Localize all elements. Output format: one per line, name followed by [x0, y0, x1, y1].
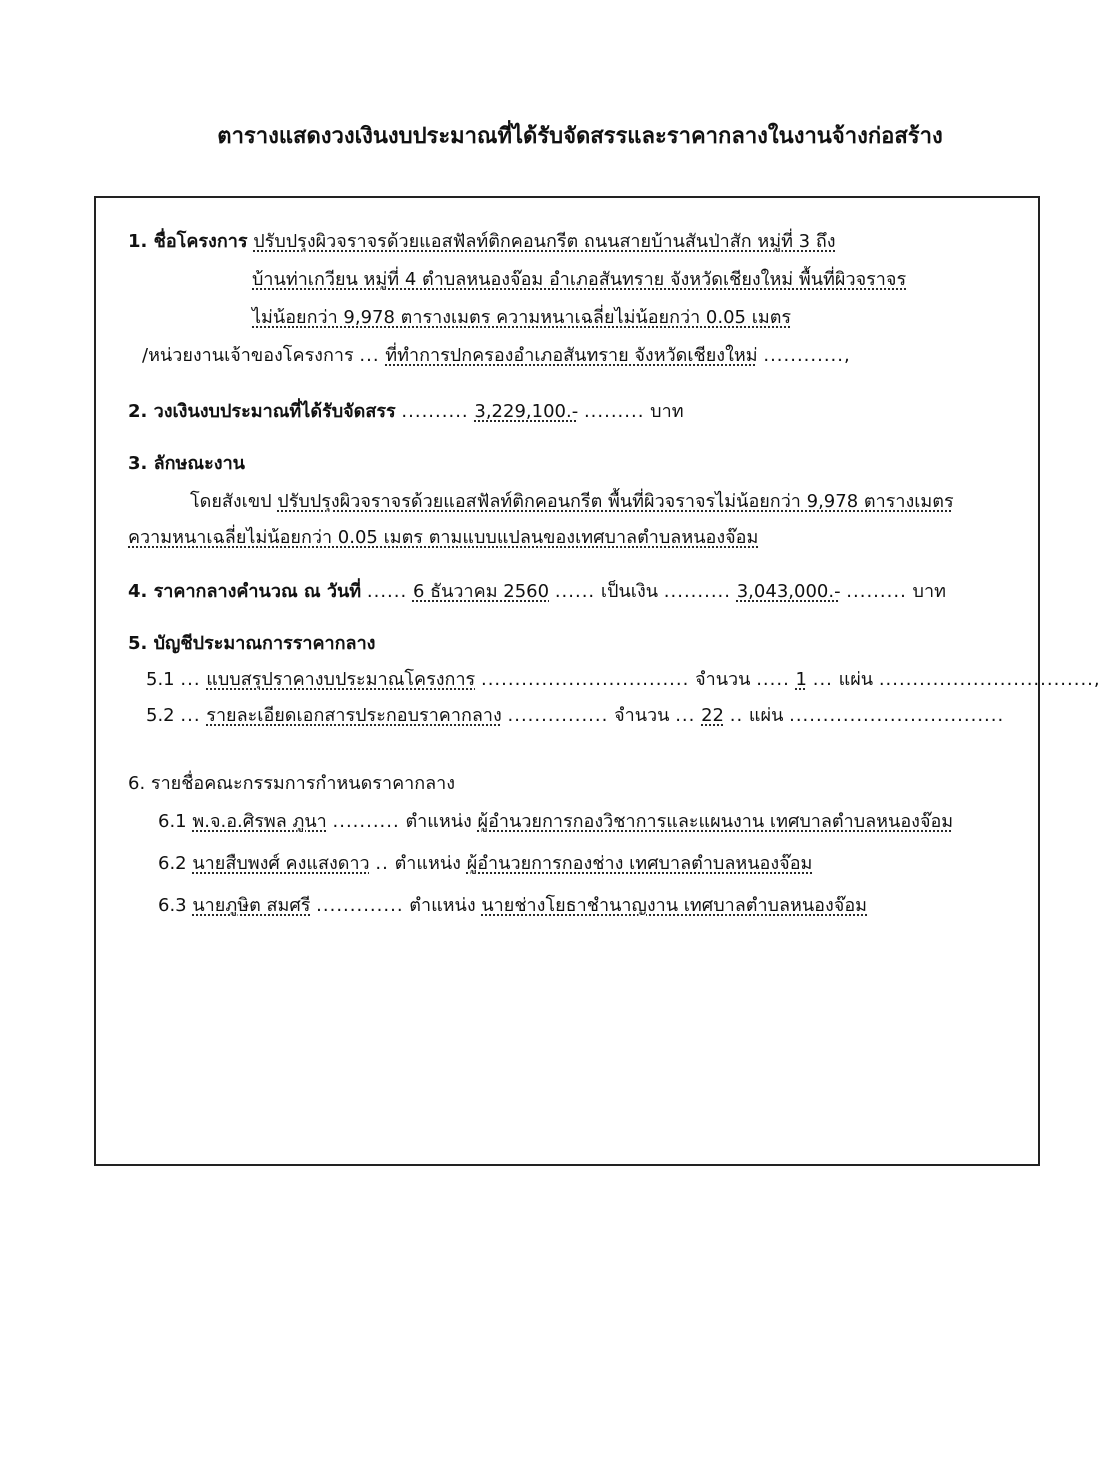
- list-item-count: 1: [795, 669, 807, 690]
- member-position: นายช่างโยธาชำนาญงาน เทศบาลตำบลหนองจ๊อม: [481, 895, 868, 916]
- member-position-label: ตำแหน่ง: [394, 853, 461, 874]
- median-price-date: 6 ธันวาคม 2560: [412, 581, 550, 602]
- list-item-num: 5.1: [146, 669, 175, 690]
- list-item-count: 22: [701, 705, 724, 726]
- work-type-line1: ปรับปรุงผิวจราจรด้วยแอสฟัลท์ติกคอนกรีต พื้นที่ผิวจราจรไม่น้อยกว่า 9,978 ตารางเมตร: [277, 491, 954, 512]
- agency-row: /หน่วยงานเจ้าของโครงการ ... ที่ทำการปกครองอำเภอสันทราย จังหวัดเชียงใหม่ ............,: [142, 345, 851, 366]
- member-num: 6.3: [158, 895, 187, 916]
- page-title: ตารางแสดงวงเงินงบประมาณที่ได้รับจัดสรรและราคากลางในงานจ้างก่อสร้าง: [217, 124, 943, 149]
- list-item-text: รายละเอียดเอกสารประกอบราคากลาง: [206, 705, 502, 726]
- member-position-label: ตำแหน่ง: [405, 811, 472, 832]
- list-item: 5.1 ... แบบสรุปราคางบประมาณโครงการ ............................... จำนวน ..... 1 ... แผ่น ................................,: [146, 669, 1101, 690]
- agency-value: ที่ทำการปกครองอำเภอสันทราย จังหวัดเชียงใหม่: [385, 345, 758, 366]
- list-item: 5.2 ... รายละเอียดเอกสารประกอบราคากลาง ............... จำนวน ... 22 .. แผ่น ................................: [146, 705, 1005, 726]
- committee-member: 6.3 นายภูษิต สมศรี ............. ตำแหน่ง นายช่างโยธาชำนาญงาน เทศบาลตำบลหนองจ๊อม: [158, 895, 868, 916]
- committee-member: 6.1 พ.จ.อ.ศิรพล ภูนา .......... ตำแหน่ง ผู้อำนวยการกองวิชาการและแผนงาน เทศบาลตำบลหนองจ๊อม: [158, 811, 954, 832]
- committee-label: 6. รายชื่อคณะกรรมการกำหนดราคากลาง: [128, 773, 456, 794]
- budget-value: 3,229,100.-: [474, 401, 579, 422]
- committee-member: 6.2 นายสืบพงศ์ คงแสงดาว .. ตำแหน่ง ผู้อำนวยการกองช่าง เทศบาลตำบลหนองจ๊อม: [158, 853, 813, 874]
- member-name: พ.จ.อ.ศิรพล ภูนา: [192, 811, 327, 832]
- median-price-money-label: เป็นเงิน: [600, 581, 659, 602]
- list-item-count-label: จำนวน: [695, 669, 751, 690]
- member-name: นายภูษิต สมศรี: [192, 895, 311, 916]
- project-name-line2: บ้านท่าเกวียน หมู่ที่ 4 ตำบลหนองจ๊อม อำเภอสันทราย จังหวัดเชียงใหม่ พื้นที่ผิวจราจร: [252, 269, 907, 290]
- project-name-row: [128, 226, 836, 255]
- member-num: 6.1: [158, 811, 187, 832]
- median-price-unit: บาท: [912, 581, 946, 602]
- work-type-label: 3. ลักษณะงาน: [128, 453, 245, 474]
- member-position: ผู้อำนวยการกองวิชาการและแผนงาน เทศบาลตำบลหนองจ๊อม: [477, 811, 954, 832]
- work-type-row1: [190, 486, 954, 515]
- project-name-line3: ไม่น้อยกว่า 9,978 ตารางเมตร ความหนาเฉลี่ยไม่น้อยกว่า 0.05 เมตร: [252, 307, 792, 328]
- member-num: 6.2: [158, 853, 187, 874]
- member-position-label: ตำแหน่ง: [409, 895, 476, 916]
- list-item-unit: แผ่น: [748, 705, 784, 726]
- member-position: ผู้อำนวยการกองช่าง เทศบาลตำบลหนองจ๊อม: [466, 853, 813, 874]
- work-type-line2: ความหนาเฉลี่ยไม่น้อยกว่า 0.05 เมตร ตามแบบแปลนของเทศบาลตำบลหนองจ๊อม: [128, 527, 759, 548]
- budget-unit: บาท: [650, 401, 684, 422]
- estimate-list-label: 5. บัญชีประมาณการราคากลาง: [128, 633, 376, 654]
- median-price-row: 4. ราคากลางคำนวณ ณ วันที่ ...... 6 ธันวาคม 2560 ...... เป็นเงิน .......... 3,043,000.- ......... บาท: [128, 581, 946, 602]
- budget-row: 2. วงเงินงบประมาณที่ได้รับจัดสรร .......... 3,229,100.- ......... บาท: [128, 401, 684, 422]
- list-item-text: แบบสรุปราคางบประมาณโครงการ: [206, 669, 476, 690]
- agency-label: /หน่วยงานเจ้าของโครงการ: [142, 345, 354, 366]
- median-price-value: 3,043,000.-: [736, 581, 841, 602]
- project-name-line1: ปรับปรุงผิวจราจรด้วยแอสฟัลท์ติกคอนกรีต ถนนสายบ้านสันป่าสัก หมู่ที่ 3 ถึง: [253, 231, 836, 252]
- member-name: นายสืบพงศ์ คงแสงดาว: [192, 853, 370, 874]
- median-price-label: 4. ราคากลางคำนวณ ณ วันที่: [128, 581, 362, 602]
- project-name-label: 1. ชื่อโครงการ: [128, 231, 248, 252]
- list-item-count-label: จำนวน: [614, 705, 670, 726]
- budget-label: 2. วงเงินงบประมาณที่ได้รับจัดสรร: [128, 401, 396, 422]
- list-item-unit: แผ่น: [838, 669, 874, 690]
- list-item-num: 5.2: [146, 705, 175, 726]
- work-type-prefix: โดยสังเขป: [190, 491, 272, 512]
